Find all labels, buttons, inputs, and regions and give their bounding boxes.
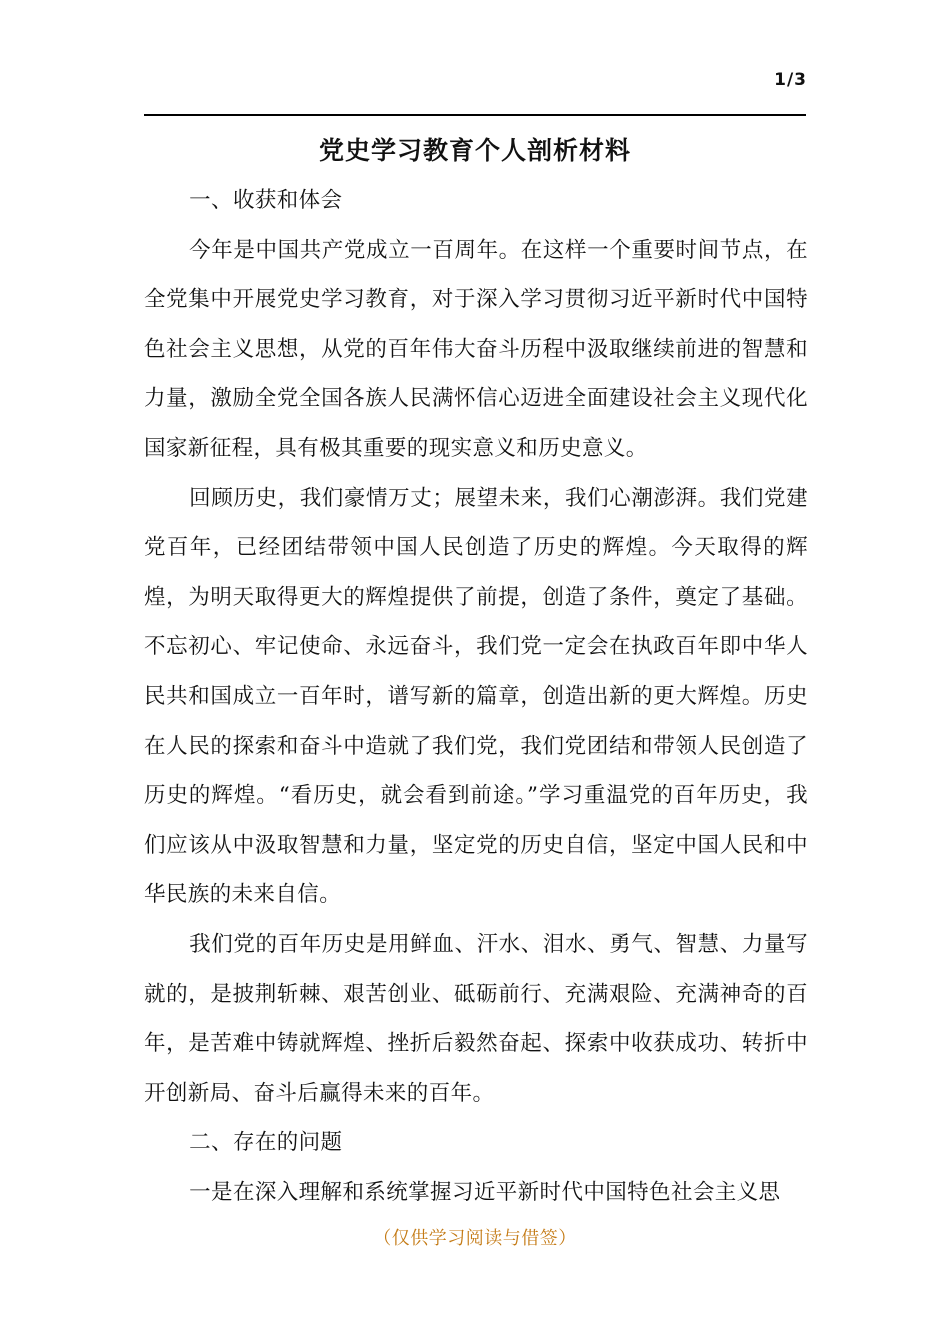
paragraph-2: 回顾历史，我们豪情万丈；展望未来，我们心潮澎湃。我们党建党百年，已经团结带领中国人民创造了历史的辉煌。今天取得的辉煌，为明天取得更大的辉煌提供了前提，创造了条件，奠定了基础。不忘初心、牢记使命、永远奋斗，我们党一定会在执政百年即中华人民共和国成立一百年时，谱写新的篇章，创造出新的更大辉煌。历史在人民的探索和奋斗中造就了我们党，我们党团结和带领人民创造了历史的辉煌。“看历史，就会看到前途。”学习重温党的百年历史，我们应该从中汲取智慧和力量，坚定党的历史自信，坚定中国人民和中华民族的未来自信。 [144, 485, 808, 908]
paragraph-3: 我们党的百年历史是用鲜血、汗水、泪水、勇气、智慧、力量写就的，是披荆斩棘、艰苦创业、砥砺前行、充满艰险、充满神奇的百年，是苦难中铸就辉煌、挫折后毅然奋起、探索中收获成功、转折中开创新局、奋斗后赢得未来的百年。 [144, 931, 808, 1106]
paragraph-1: 今年是中国共产党成立一百周年。在这样一个重要时间节点，在全党集中开展党史学习教育，对于深入学习贯彻习近平新时代中国特色社会主义思想，从党的百年伟大奋斗历程中汲取继续前进的智慧和力量，激励全党全国各族人民满怀信心迈进全面建设社会主义现代化国家新征程，具有极其重要的现实意义和历史意义。 [144, 237, 808, 461]
footer-note: （仅供学习阅读与借签） [373, 1228, 577, 1249]
page-number: 1/3 [774, 70, 807, 90]
document-body [144, 176, 808, 1217]
header-divider [144, 114, 806, 116]
paragraph-4: 一是在深入理解和系统掌握习近平新时代中国特色社会主义思 [189, 1179, 781, 1205]
section-heading-2: 二、存在的问题 [189, 1130, 343, 1156]
document-title: 党史学习教育个人剖析材料 [318, 136, 631, 165]
section-heading-1: 一、收获和体会 [189, 188, 343, 213]
